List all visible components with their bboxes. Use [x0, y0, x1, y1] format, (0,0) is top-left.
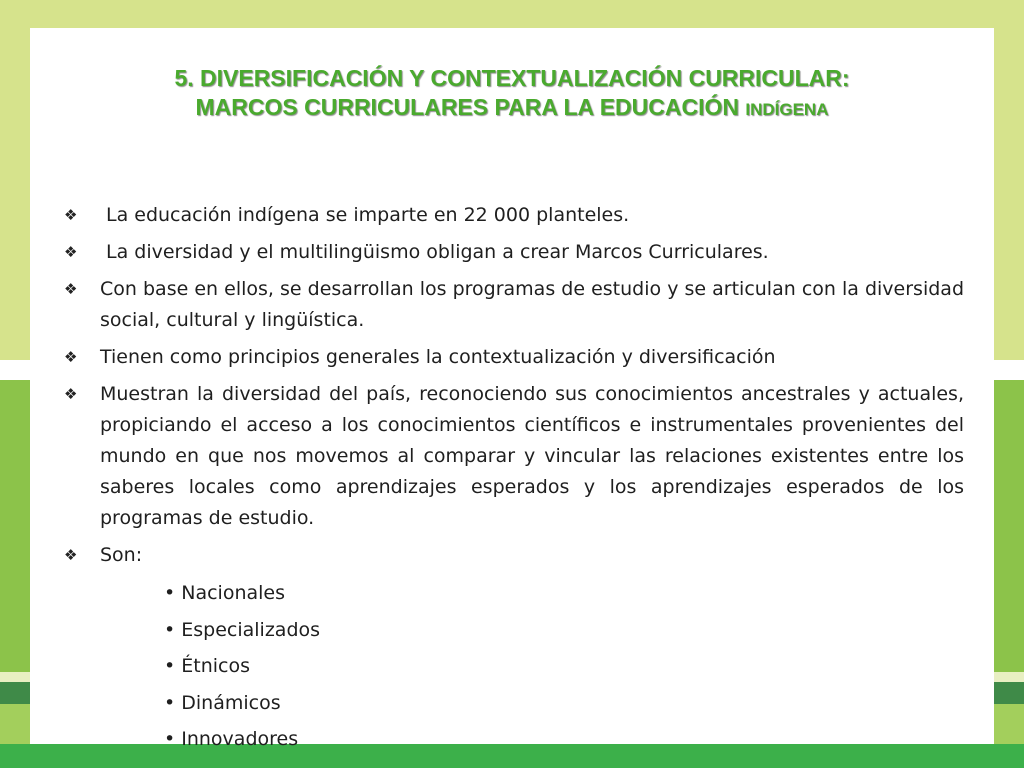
sub-list-item: • Especializados	[164, 618, 321, 641]
sub-list-item: • Dinámicos	[164, 691, 281, 714]
bullet-text: Con base en ellos, se desarrollan los programas de estudio y se articulan con la diversidad social, cultural y lingüística.	[100, 278, 964, 331]
bullet-item	[64, 274, 964, 336]
frame-band-right	[994, 380, 1024, 672]
slide-card	[30, 28, 994, 750]
bullet-item	[64, 540, 964, 571]
bullet-text: Muestran la diversidad del país, reconociendo sus conocimientos ancestrales y actuales, propiciando el acceso a los conocimientos científicos e instrumentales provenientes del mundo en que nos movemos al comparar y vincular las relaciones existentes entre los saberes locales como aprendizajes esperados y los aprendizajes esperados de los programas de estudio.	[100, 383, 964, 529]
title-line-2-small: INDÍGENA	[745, 100, 829, 119]
title-line-2	[30, 93, 994, 124]
bullet-item	[64, 237, 964, 268]
bullet-text: La diversidad y el multilingüismo obligan a crear Marcos Curriculares.	[106, 241, 769, 263]
sub-list-item: • Nacionales	[164, 582, 286, 604]
sub-list-item: • Innovadores	[164, 728, 299, 750]
title-line-1: 5. DIVERSIFICACIÓN Y CONTEXTUALIZACIÓN CURRICULAR:	[174, 65, 850, 91]
sub-list-item: • Étnicos	[164, 655, 250, 677]
bullet-text: Son:	[100, 544, 143, 566]
frame-divider-left	[0, 360, 30, 380]
frame-lower-band-right	[994, 704, 1024, 744]
diamond-bullet-icon: ❖	[64, 546, 78, 564]
bullet-item	[64, 342, 964, 373]
frame-divider-right	[994, 360, 1024, 380]
slide-title	[30, 64, 994, 124]
frame-stripe-right	[994, 672, 1024, 682]
frame-dark-stripe-right	[994, 682, 1024, 704]
frame-dark-stripe-left	[0, 682, 30, 704]
frame-band-left	[0, 380, 30, 672]
diamond-bullet-icon: ❖	[64, 206, 78, 224]
bullet-text: Tienen como principios generales la contextualización y diversificación	[100, 346, 776, 368]
bullet-item	[64, 379, 964, 534]
title-line-2-main: MARCOS CURRICULARES PARA LA EDUCACIÓN	[195, 94, 746, 120]
diamond-bullet-icon: ❖	[64, 348, 78, 366]
slide-content	[64, 200, 964, 758]
bullet-text: La educación indígena se imparte en 22 000 planteles.	[106, 204, 630, 226]
diamond-bullet-icon: ❖	[64, 280, 78, 298]
sub-list	[64, 575, 964, 758]
diamond-bullet-icon: ❖	[64, 243, 78, 261]
frame-stripe-left	[0, 672, 30, 682]
frame-lower-band-left	[0, 704, 30, 744]
bullet-item	[64, 200, 964, 231]
diamond-bullet-icon: ❖	[64, 385, 78, 403]
